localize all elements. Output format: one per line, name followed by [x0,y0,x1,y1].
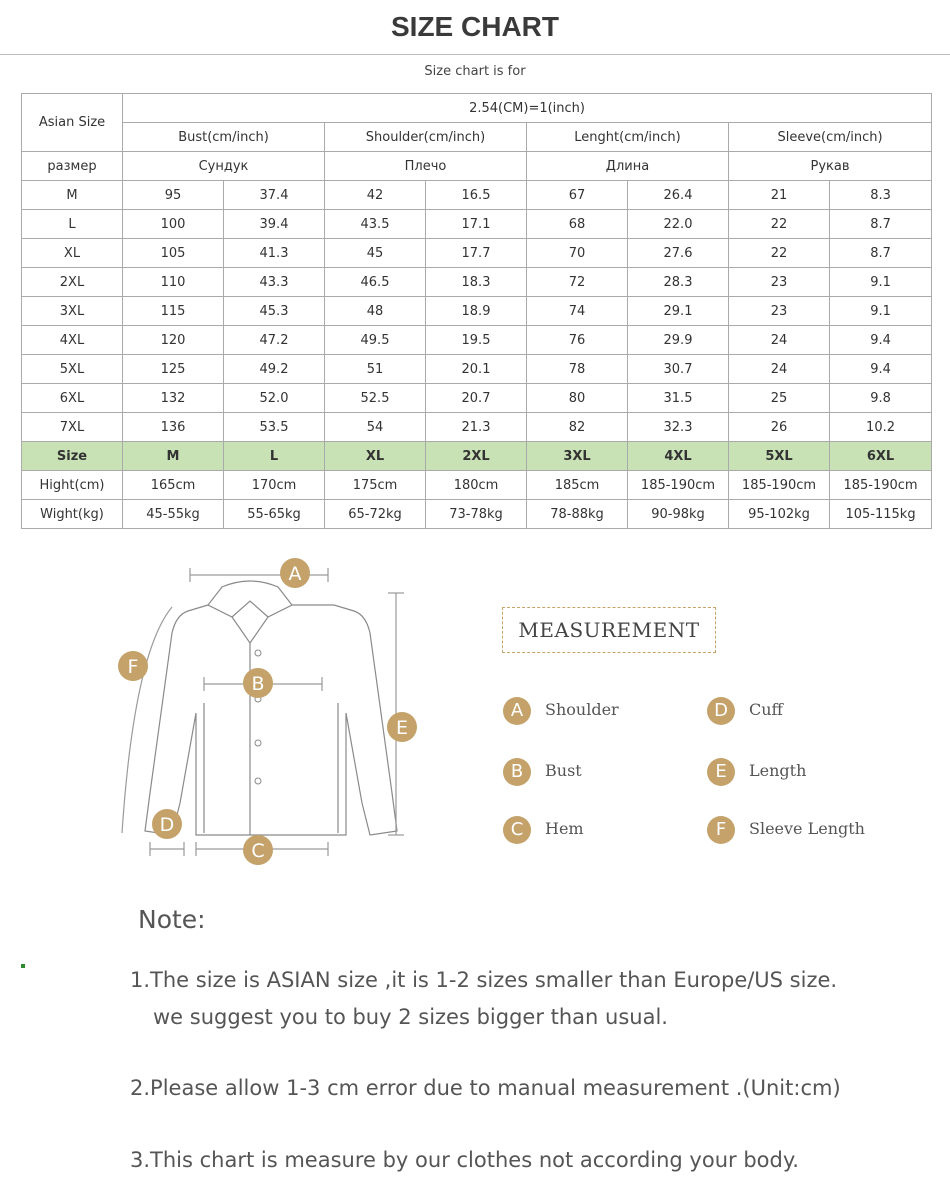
size-cell: 30.7 [628,355,729,384]
size-cell: 29.1 [628,297,729,326]
size-cell: 105 [123,239,224,268]
table-row [22,326,932,355]
size-chart-table [21,93,932,529]
size-cell: 76 [527,326,628,355]
size-cell: 132 [123,384,224,413]
svg-text:E: E [395,717,409,739]
size-label: 4XL [22,326,123,355]
size-label: XL [22,239,123,268]
size-cell: 23 [729,268,830,297]
size-cell: 22.0 [628,210,729,239]
svg-text:D: D [159,814,175,836]
size-cell: 10.2 [830,413,932,442]
conversion-header: 2.54(CM)=1(inch) [123,94,932,123]
svg-text:A: A [288,563,302,585]
size-cell: 26.4 [628,181,729,210]
size-label: 6XL [22,384,123,413]
size-cell: 42 [325,181,426,210]
size-cell: 9.4 [830,355,932,384]
shoulder-header: Shoulder(cm/inch) [325,123,527,152]
size-cell: 78 [527,355,628,384]
note-line-3: 3.This chart is measure by our clothes not according your body. [130,1148,799,1172]
size-cell: 39.4 [224,210,325,239]
size-cell: 82 [527,413,628,442]
badge-e: E [707,758,735,786]
size-cell: 8.7 [830,210,932,239]
size-cell: 49.2 [224,355,325,384]
size-cell: 9.4 [830,326,932,355]
size-cell: 45 [325,239,426,268]
badge-f: F [707,816,735,844]
marker-e [387,712,417,742]
marker-d [152,809,182,839]
height-cell: 185cm [527,471,628,500]
size-cell: 24 [729,326,830,355]
table-row [22,413,932,442]
size-cell: 41.3 [224,239,325,268]
size-cell: 9.1 [830,297,932,326]
legend-label: Hem [545,819,584,838]
size-ref-cell: 3XL [527,442,628,471]
russian-length-header: Длина [527,152,729,181]
size-cell: 48 [325,297,426,326]
russian-bust-header: Сундук [123,152,325,181]
table-row [22,355,932,384]
height-label: Hight(cm) [22,471,123,500]
marker-c [243,835,273,865]
sleeve-header: Sleeve(cm/inch) [729,123,932,152]
asian-size-header: Asian Size [22,94,123,152]
legend-label: Shoulder [545,700,619,719]
note-line-1b: we suggest you to buy 2 sizes bigger than usual. [153,1005,668,1029]
measurement-title: MEASUREMENT [502,607,716,653]
svg-text:B: B [251,673,265,695]
size-cell: 9.8 [830,384,932,413]
bust-header: Bust(cm/inch) [123,123,325,152]
weight-row [22,500,932,529]
size-cell: 100 [123,210,224,239]
diagram-markers [118,558,417,865]
size-cell: 22 [729,210,830,239]
size-cell: 23 [729,297,830,326]
marker-a [280,558,310,588]
size-cell: 29.9 [628,326,729,355]
size-row [22,442,932,471]
height-cell: 180cm [426,471,527,500]
height-row [22,471,932,500]
note-line-1: 1.The size is ASIAN size ,it is 1-2 sizes smaller than Europe/US size. [130,968,838,992]
badge-c: C [503,816,531,844]
height-cell: 185-190cm [830,471,932,500]
size-cell: 31.5 [628,384,729,413]
table-row [22,384,932,413]
size-cell: 74 [527,297,628,326]
weight-cell: 45-55kg [123,500,224,529]
size-cell: 8.7 [830,239,932,268]
size-label: 2XL [22,268,123,297]
russian-size-header: размер [22,152,123,181]
table-row [22,297,932,326]
table-row [22,268,932,297]
size-ref-cell: L [224,442,325,471]
size-cell: 24 [729,355,830,384]
size-cell: 120 [123,326,224,355]
size-label: 5XL [22,355,123,384]
size-cell: 32.3 [628,413,729,442]
height-cell: 165cm [123,471,224,500]
size-cell: 9.1 [830,268,932,297]
size-cell: 51 [325,355,426,384]
size-label: M [22,181,123,210]
size-cell: 52.5 [325,384,426,413]
size-ref-label: Size [22,442,123,471]
badge-a: A [503,697,531,725]
table-row [22,239,932,268]
size-cell: 67 [527,181,628,210]
weight-cell: 105-115kg [830,500,932,529]
height-cell: 175cm [325,471,426,500]
badge-b: B [503,758,531,786]
size-cell: 20.7 [426,384,527,413]
size-cell: 16.5 [426,181,527,210]
size-cell: 27.6 [628,239,729,268]
height-cell: 185-190cm [628,471,729,500]
size-cell: 52.0 [224,384,325,413]
size-cell: 18.9 [426,297,527,326]
size-ref-cell: XL [325,442,426,471]
size-cell: 115 [123,297,224,326]
size-cell: 80 [527,384,628,413]
size-ref-cell: 2XL [426,442,527,471]
chart-subtitle: Size chart is for [424,64,526,79]
size-cell: 95 [123,181,224,210]
russian-shoulder-header: Плечо [325,152,527,181]
size-cell: 43.5 [325,210,426,239]
green-mark [21,964,25,968]
badge-d: D [707,697,735,725]
size-cell: 28.3 [628,268,729,297]
weight-cell: 95-102kg [729,500,830,529]
size-cell: 54 [325,413,426,442]
marker-f [118,651,148,681]
weight-label: Wight(kg) [22,500,123,529]
size-cell: 8.3 [830,181,932,210]
note-line-2: 2.Please allow 1-3 cm error due to manual measurement .(Unit:cm) [130,1076,841,1100]
size-cell: 43.3 [224,268,325,297]
size-cell: 68 [527,210,628,239]
legend-label: Bust [545,761,582,780]
size-cell: 136 [123,413,224,442]
russian-sleeve-header: Рукав [729,152,932,181]
size-cell: 45.3 [224,297,325,326]
legend-label: Sleeve Length [749,819,865,838]
svg-text:F: F [127,656,139,678]
size-cell: 20.1 [426,355,527,384]
table-row [22,210,932,239]
shirt-outline [145,581,397,835]
size-ref-cell: 6XL [830,442,932,471]
height-cell: 170cm [224,471,325,500]
table-row [22,181,932,210]
legend-label: Cuff [749,700,783,719]
size-cell: 125 [123,355,224,384]
size-ref-cell: 4XL [628,442,729,471]
size-cell: 47.2 [224,326,325,355]
size-label: 7XL [22,413,123,442]
size-ref-cell: 5XL [729,442,830,471]
note-title: Note: [138,905,206,934]
page-title: SIZE CHART [0,0,950,55]
svg-text:C: C [251,840,265,862]
weight-cell: 55-65kg [224,500,325,529]
size-cell: 17.1 [426,210,527,239]
size-cell: 21 [729,181,830,210]
size-label: 3XL [22,297,123,326]
size-ref-cell: M [123,442,224,471]
marker-b [243,668,273,698]
size-data-rows [22,181,932,442]
size-cell: 26 [729,413,830,442]
size-cell: 21.3 [426,413,527,442]
weight-cell: 73-78kg [426,500,527,529]
size-cell: 110 [123,268,224,297]
weight-cell: 90-98kg [628,500,729,529]
size-cell: 49.5 [325,326,426,355]
size-cell: 19.5 [426,326,527,355]
size-label: L [22,210,123,239]
legend-label: Length [749,761,807,780]
size-cell: 46.5 [325,268,426,297]
size-cell: 37.4 [224,181,325,210]
size-cell: 53.5 [224,413,325,442]
weight-cell: 78-88kg [527,500,628,529]
size-cell: 70 [527,239,628,268]
size-cell: 72 [527,268,628,297]
size-cell: 22 [729,239,830,268]
height-cell: 185-190cm [729,471,830,500]
size-cell: 17.7 [426,239,527,268]
weight-cell: 65-72kg [325,500,426,529]
length-header: Lenght(cm/inch) [527,123,729,152]
size-cell: 18.3 [426,268,527,297]
size-cell: 25 [729,384,830,413]
shirt-diagram [100,553,440,873]
